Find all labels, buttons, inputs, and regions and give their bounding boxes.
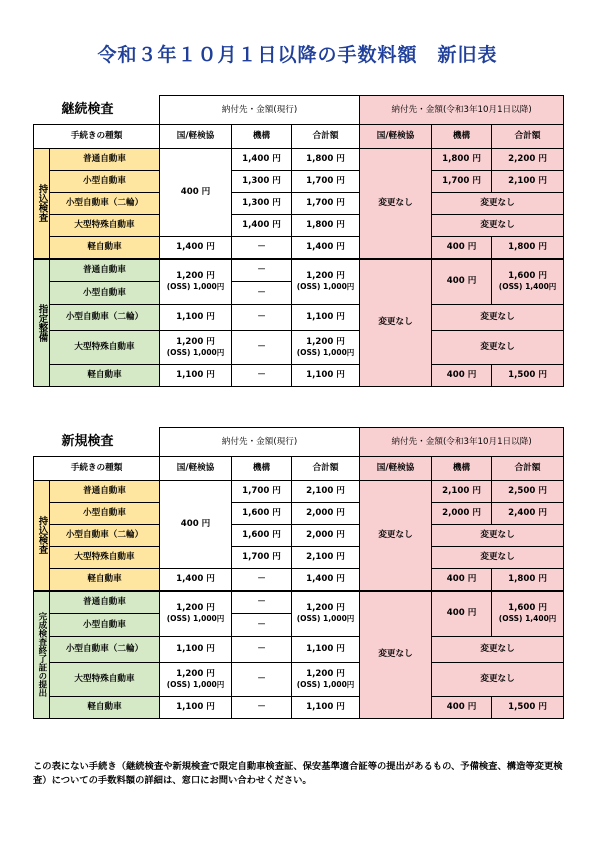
- cell-new-total: 1,600 円 (OSS) 1,400円: [492, 591, 564, 637]
- row-name: 普通自動車: [50, 259, 160, 282]
- row-name: 小型自動車（二輪）: [50, 637, 160, 663]
- cell-kokei: 1,200 円 (OSS) 1,000円: [160, 663, 232, 697]
- cell-dash: －: [232, 305, 292, 331]
- group-label: 持込検査: [34, 149, 50, 259]
- cell-new-kiko: 400 円: [432, 569, 492, 591]
- cell-total: 2,100 円: [292, 481, 360, 503]
- cell-new-total: 2,200 円: [492, 149, 564, 171]
- cell-no-change: 変更なし: [360, 481, 432, 591]
- cell-new-total: 1,500 円: [492, 365, 564, 387]
- cell-no-change: 変更なし: [432, 637, 564, 663]
- keizoku-section: [33, 95, 563, 387]
- row-name: 大型特殊自動車: [50, 547, 160, 569]
- group-label: 持込検査: [34, 481, 50, 591]
- cell-total: 1,700 円: [292, 171, 360, 193]
- header-kokei: 国/軽検協: [160, 125, 232, 149]
- row-name: 小型自動車（二輪）: [50, 193, 160, 215]
- cell-dash: －: [232, 614, 292, 637]
- row-name: 軽自動車: [50, 697, 160, 719]
- cell-kokei: 1,200 円 (OSS) 1,000円: [160, 259, 232, 305]
- cell-new-kiko: 400 円: [432, 365, 492, 387]
- row-name: 大型特殊自動車: [50, 215, 160, 237]
- header-new-total: 合計額: [492, 457, 564, 481]
- cell-no-change: 変更なし: [360, 591, 432, 719]
- cell-dash: －: [232, 569, 292, 591]
- cell-kiko: 1,400 円: [232, 149, 292, 171]
- row-name: 大型特殊自動車: [50, 663, 160, 697]
- row-name: 小型自動車（二輪）: [50, 305, 160, 331]
- cell-total: 1,800 円: [292, 149, 360, 171]
- cell-new-total: 2,100 円: [492, 171, 564, 193]
- header-current: 納付先・金額(現行): [160, 428, 360, 457]
- cell-new-kiko: 400 円: [432, 237, 492, 259]
- cell-new-total: 2,500 円: [492, 481, 564, 503]
- cell-kiko: 1,700 円: [232, 547, 292, 569]
- cell-kokei: 400 円: [160, 149, 232, 237]
- header-new-kokei: 国/軽検協: [360, 125, 432, 149]
- header-new: 納付先・金額(令和3年10月1日以降): [360, 96, 564, 125]
- cell-kokei: 1,200 円 (OSS) 1,000円: [160, 591, 232, 637]
- section-title: 新規検査: [61, 433, 114, 449]
- header-new-total: 合計額: [492, 125, 564, 149]
- header-kiko: 機構: [232, 125, 292, 149]
- cell-dash: －: [232, 237, 292, 259]
- cell-kokei: 1,400 円: [160, 569, 232, 591]
- header-new-kiko: 機構: [432, 457, 492, 481]
- shinki-table: [33, 427, 564, 719]
- cell-new-total: 1,600 円 (OSS) 1,400円: [492, 259, 564, 305]
- cell-dash: －: [232, 282, 292, 305]
- row-name: 軽自動車: [50, 237, 160, 259]
- row-name: 軽自動車: [50, 569, 160, 591]
- cell-total: 1,400 円: [292, 569, 360, 591]
- cell-no-change: 変更なし: [432, 331, 564, 365]
- cell-total: 1,200 円 (OSS) 1,000円: [292, 259, 360, 305]
- cell-kokei: 1,200 円 (OSS) 1,000円: [160, 331, 232, 365]
- cell-total: 1,200 円 (OSS) 1,000円: [292, 663, 360, 697]
- cell-kokei: 1,100 円: [160, 697, 232, 719]
- cell-no-change: 変更なし: [432, 525, 564, 547]
- cell-new-kiko: 2,000 円: [432, 503, 492, 525]
- group-label: 指定整備: [34, 259, 50, 387]
- cell-kokei: 1,400 円: [160, 237, 232, 259]
- shinki-section: [33, 427, 563, 719]
- cell-dash: －: [232, 259, 292, 282]
- cell-total: 1,100 円: [292, 637, 360, 663]
- cell-no-change: 変更なし: [432, 193, 564, 215]
- cell-new-total: 2,400 円: [492, 503, 564, 525]
- cell-new-kiko: 400 円: [432, 259, 492, 305]
- row-name: 小型自動車: [50, 614, 160, 637]
- header-new: 納付先・金額(令和3年10月1日以降): [360, 428, 564, 457]
- cell-new-total: 1,800 円: [492, 569, 564, 591]
- header-total: 合計額: [292, 125, 360, 149]
- header-new-kiko: 機構: [432, 125, 492, 149]
- cell-kokei: 1,100 円: [160, 365, 232, 387]
- cell-dash: －: [232, 331, 292, 365]
- header-total: 合計額: [292, 457, 360, 481]
- cell-total: 1,200 円 (OSS) 1,000円: [292, 591, 360, 637]
- cell-dash: －: [232, 697, 292, 719]
- cell-total: 1,800 円: [292, 215, 360, 237]
- row-name: 小型自動車（二輪）: [50, 525, 160, 547]
- cell-no-change: 変更なし: [432, 547, 564, 569]
- cell-kiko: 1,700 円: [232, 481, 292, 503]
- keizoku-table: [33, 95, 564, 387]
- cell-kiko: 1,600 円: [232, 525, 292, 547]
- cell-dash: －: [232, 663, 292, 697]
- cell-kokei: 1,100 円: [160, 305, 232, 331]
- cell-dash: －: [232, 365, 292, 387]
- cell-total: 1,100 円: [292, 365, 360, 387]
- cell-new-kiko: 400 円: [432, 697, 492, 719]
- header-procedure: 手続きの種類: [34, 125, 160, 149]
- cell-total: 1,200 円 (OSS) 1,000円: [292, 331, 360, 365]
- cell-kokei: 400 円: [160, 481, 232, 569]
- cell-no-change: 変更なし: [360, 149, 432, 259]
- header-new-kokei: 国/軽検協: [360, 457, 432, 481]
- cell-dash: －: [232, 637, 292, 663]
- cell-total: 1,400 円: [292, 237, 360, 259]
- cell-kokei: 1,100 円: [160, 637, 232, 663]
- cell-total: 1,100 円: [292, 697, 360, 719]
- row-name: 軽自動車: [50, 365, 160, 387]
- header-procedure: 手続きの種類: [34, 457, 160, 481]
- row-name: 普通自動車: [50, 591, 160, 614]
- cell-new-kiko: 400 円: [432, 591, 492, 637]
- header-kokei: 国/軽検協: [160, 457, 232, 481]
- footer-note: この表にない手続き（継続検査や新規検査で限定自動車検査証、保安基準適合証等の提出があるもの、予備検査、構造等変更検査）についての手数料額の詳細は、窓口にお問い合わせください。: [33, 761, 563, 787]
- row-name: 普通自動車: [50, 149, 160, 171]
- cell-new-total: 1,800 円: [492, 237, 564, 259]
- cell-new-total: 1,500 円: [492, 697, 564, 719]
- cell-new-kiko: 1,800 円: [432, 149, 492, 171]
- row-name: 小型自動車: [50, 171, 160, 193]
- cell-new-kiko: 2,100 円: [432, 481, 492, 503]
- cell-dash: －: [232, 591, 292, 614]
- cell-new-kiko: 1,700 円: [432, 171, 492, 193]
- header-kiko: 機構: [232, 457, 292, 481]
- section-title: 継続検査: [61, 101, 114, 117]
- cell-no-change: 変更なし: [432, 305, 564, 331]
- row-name: 小型自動車: [50, 282, 160, 305]
- cell-total: 1,100 円: [292, 305, 360, 331]
- cell-kiko: 1,300 円: [232, 193, 292, 215]
- cell-no-change: 変更なし: [432, 663, 564, 697]
- cell-total: 2,000 円: [292, 525, 360, 547]
- cell-no-change: 変更なし: [360, 259, 432, 387]
- header-current: 納付先・金額(現行): [160, 96, 360, 125]
- row-name: 大型特殊自動車: [50, 331, 160, 365]
- cell-total: 2,000 円: [292, 503, 360, 525]
- cell-kiko: 1,300 円: [232, 171, 292, 193]
- page-title: 令和３年１０月１日以降の手数料額 新旧表: [97, 44, 498, 66]
- cell-kiko: 1,400 円: [232, 215, 292, 237]
- cell-kiko: 1,600 円: [232, 503, 292, 525]
- cell-total: 2,100 円: [292, 547, 360, 569]
- row-name: 普通自動車: [50, 481, 160, 503]
- row-name: 小型自動車: [50, 503, 160, 525]
- group-label: 完成検査終了証の提出: [34, 591, 50, 719]
- cell-total: 1,700 円: [292, 193, 360, 215]
- cell-no-change: 変更なし: [432, 215, 564, 237]
